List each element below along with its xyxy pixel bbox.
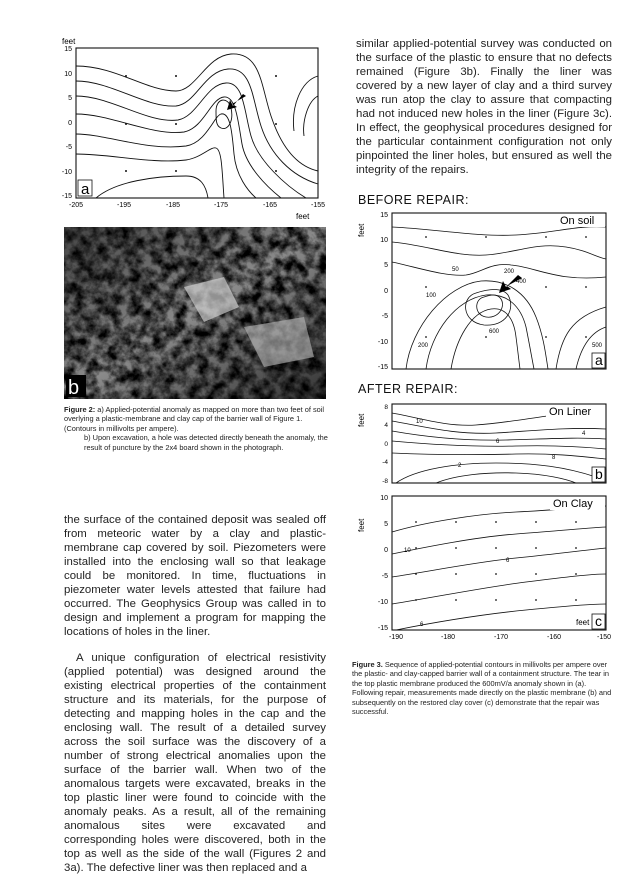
figure3c-xtick: -170 bbox=[493, 634, 509, 641]
figure3b-ytick: -8 bbox=[382, 478, 388, 485]
figure3a-ytick: 15 bbox=[380, 212, 388, 219]
figure3b-contour-map bbox=[356, 397, 614, 487]
column2-text bbox=[356, 37, 612, 189]
figure2a-ytick: -10 bbox=[61, 169, 72, 176]
figure2-caption-label: Figure 2: bbox=[64, 405, 96, 414]
figure3a-ytick: 5 bbox=[384, 262, 388, 269]
figure3a-yticks bbox=[378, 212, 388, 371]
figure3c-xtick: -160 bbox=[546, 634, 562, 641]
figure3c-xtick: -150 bbox=[596, 634, 612, 641]
figure3b-contour-label: 10 bbox=[416, 419, 423, 425]
figure3b-ytick: 0 bbox=[384, 441, 388, 448]
figure3c-contours bbox=[392, 506, 606, 630]
figure3b-contour-label: 6 bbox=[496, 439, 500, 445]
figure3c-ytick: 5 bbox=[384, 521, 388, 528]
figure3b-ytick: -4 bbox=[382, 459, 388, 466]
figure3c-contour-label: 10 bbox=[404, 548, 411, 554]
figure3c-contour-map bbox=[356, 492, 614, 648]
figure2a-frame bbox=[76, 48, 318, 198]
before-repair-heading: BEFORE REPAIR: bbox=[358, 193, 469, 207]
figure3a-ytick: 0 bbox=[384, 288, 388, 295]
figure3a-contour-label: 500 bbox=[592, 343, 603, 349]
figure3b-contour-label: 8 bbox=[552, 455, 556, 461]
figure2a-xtick: -165 bbox=[262, 202, 278, 209]
figure2a-panel-label: a bbox=[81, 181, 90, 198]
figure3b-yticks bbox=[382, 404, 388, 485]
column1-text bbox=[64, 513, 326, 887]
figure2a-ytick: 0 bbox=[68, 120, 72, 127]
figure2a-xticks bbox=[69, 202, 325, 209]
figure2b-panel-label: b bbox=[68, 377, 80, 399]
figure3c-survey-points bbox=[415, 521, 577, 601]
figure2-caption-part-a: a) Applied-potential anomaly as mapped on more than two feet of soil overlying a plastic-membrane and clay cap of the barrier wall of Figure 1. (Contours in millivolts per ampere). bbox=[64, 405, 325, 433]
figure3c-contour-labels bbox=[404, 548, 510, 628]
figure3b-ytick: 4 bbox=[384, 422, 388, 429]
figure3-caption-text: Sequence of applied-potential contours in millivolts per ampere over the plastic- and clay-capped barrier wall of a containment structure. The tear in the top plastic membrane produced the 600mV/a anomaly shown in (a). Following repair, measurements made directly on the plastic membrane (b) and subsequently on the restored clay cover (c) demonstrate that the repair was successful. bbox=[352, 660, 612, 717]
figure3a-ytick: -15 bbox=[377, 364, 388, 371]
figure3a-contour-label: 100 bbox=[426, 293, 437, 299]
figure3a-panel-label: a bbox=[595, 352, 603, 368]
figure3c-ytick: -10 bbox=[377, 599, 388, 606]
figure3b-contours bbox=[392, 413, 606, 483]
figure3a-ytick: -5 bbox=[381, 313, 388, 320]
figure3a-ytick: 10 bbox=[380, 237, 388, 244]
figure3a-contour-label: 400 bbox=[516, 279, 527, 285]
figure3c-title: On Clay bbox=[553, 498, 593, 510]
figure3c-contour-label: 6 bbox=[506, 558, 510, 564]
figure2-caption bbox=[64, 405, 332, 452]
figure3b-title: On Liner bbox=[549, 406, 592, 418]
figure2a-ylabel: feet bbox=[62, 37, 76, 46]
figure2a-contours bbox=[76, 54, 318, 198]
figure2-caption-part-b: b) Upon excavation, a hole was detected directly beneath the anomaly, the result of puncture by the 2x4 board shown in the photograph. bbox=[84, 433, 328, 452]
figure3c-ylabel: feet bbox=[357, 518, 366, 532]
figure2a-ytick: 15 bbox=[64, 46, 72, 53]
figure2a-ytick: 10 bbox=[64, 71, 72, 78]
figure3a-contour-label: 200 bbox=[504, 269, 515, 275]
figure3c-xlabel: feet bbox=[576, 618, 590, 627]
figure3b-contour-labels bbox=[416, 419, 586, 469]
figure3c-panel-label: c bbox=[595, 613, 602, 629]
figure2a-ytick: -5 bbox=[65, 144, 72, 151]
figure2a-yticks bbox=[62, 46, 72, 200]
figure2a-xtick: -205 bbox=[68, 202, 84, 209]
after-repair-heading: AFTER REPAIR: bbox=[358, 382, 459, 396]
figure3c-frame bbox=[392, 496, 606, 630]
figure3c-xtick: -180 bbox=[440, 634, 456, 641]
figure2a-xlabel: feet bbox=[296, 212, 310, 221]
figure2a-xtick: -185 bbox=[165, 202, 181, 209]
figure3c-ytick: -5 bbox=[381, 573, 388, 580]
figure3b-contour-label: 4 bbox=[582, 431, 586, 437]
column1-paragraph-1: the surface of the contained deposit was sealed off from meteoric water by a clay and plastic-membrane cap covered by soil. Piezometers were installed into the enclosing wall so that leakage could be monitored. In time, fluctuations in piezometer water levels attested that failure had occurred. The Geophysics Group was called in to design and implement a program for mapping the locations of holes in the liner. bbox=[64, 514, 326, 638]
figure2a-survey-points bbox=[125, 75, 277, 172]
figure3c-xtick: -190 bbox=[388, 634, 404, 641]
figure2a-xtick: -175 bbox=[213, 202, 229, 209]
figure3b-contour-label: 2 bbox=[458, 463, 462, 469]
figure3c-ytick: -15 bbox=[377, 625, 388, 632]
figure3b-ylabel: feet bbox=[357, 413, 366, 427]
figure3c-xticks bbox=[389, 634, 611, 641]
figure3a-contour-label: 600 bbox=[489, 329, 500, 335]
figure3a-contour-map bbox=[356, 207, 614, 375]
figure3c-ytick: 0 bbox=[384, 547, 388, 554]
figure3-caption-label: Figure 3. bbox=[352, 660, 383, 669]
figure2b-photograph bbox=[64, 227, 326, 399]
figure2a-ytick: 5 bbox=[68, 95, 72, 102]
column1-paragraph-2: A unique configuration of electrical resistivity (applied potential) was designed around the existing electrical properties of the containment structure and its materials, for the purpose of detecting and mapping holes in the cap and the enclosing wall. The result of a detailed survey across the soil surface was the discovery of a number of strong electrical anomalies upon the surface of the barrier wall. When two of the anomalous targets were excavated, breaks in the top plastic liner were found to coincide with the anomaly peaks. As a result, all of the remaining anomalous sites were excavated and corresponding holes were discovered, both in the top as well as the side of the wall (Figures 2 and 3a). The defective liner was then replaced and a bbox=[64, 652, 326, 874]
figure3a-title: On soil bbox=[560, 215, 595, 227]
figure3c-yticks bbox=[378, 495, 388, 632]
figure3b-ytick: 8 bbox=[384, 404, 388, 411]
figure2a-xtick: -155 bbox=[310, 202, 326, 209]
figure3a-contour-label: 200 bbox=[418, 343, 429, 349]
figure3b-panel-label: b bbox=[595, 466, 603, 482]
figure3a-ytick: -10 bbox=[377, 339, 388, 346]
figure3a-contour-label: 50 bbox=[452, 267, 459, 273]
figure3c-ytick: 10 bbox=[380, 495, 388, 502]
figure3c-contour-label: 6 bbox=[420, 622, 424, 628]
figure3-caption bbox=[352, 660, 614, 716]
figure2a-xtick: -195 bbox=[116, 202, 132, 209]
column2-paragraph-1: similar applied-potential survey was conducted on the surface of the plastic to ensure that no defects remained (Figure 3b). Finally the liner was covered by a new layer of clay and a third survey was run atop the clay to assure that compacting had not induced new holes in the liner (Figure 3c). In effect, the geophysical procedures designed for the particular containment configuration not only pinpointed the liner holes, but ensured as well the integrity of the repairs. bbox=[356, 38, 612, 176]
figure2a-ytick: -15 bbox=[61, 193, 72, 200]
figure3a-ylabel: feet bbox=[357, 223, 366, 237]
figure2a-contour-map bbox=[56, 36, 328, 222]
